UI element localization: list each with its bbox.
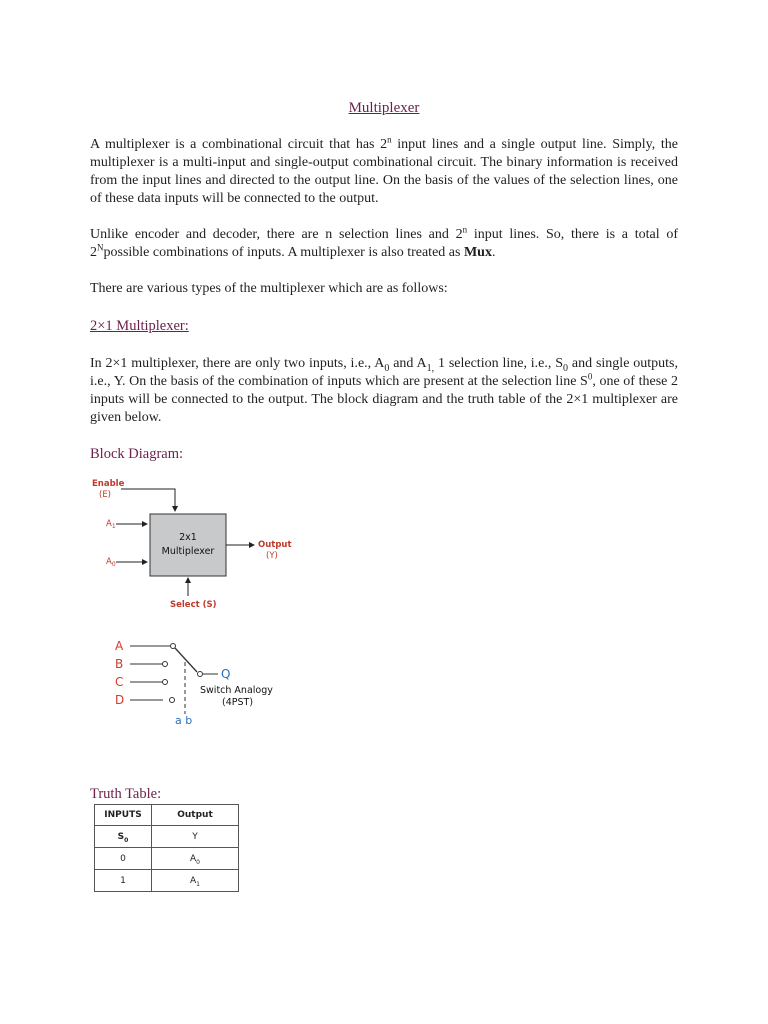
- header-inputs: INPUTS: [95, 805, 152, 826]
- para4-text-2: and A: [389, 356, 427, 371]
- mux-term: Mux: [463, 245, 492, 260]
- truth-table-subheader-row: [95, 826, 239, 848]
- input-a1-label: $A_1$: [106, 519, 116, 530]
- switch-contact-b: [163, 662, 168, 667]
- row-1-y: $A_1$: [152, 870, 239, 892]
- para4-sub-1: 1,: [426, 362, 435, 374]
- para4-text-4: and single outputs, i.e., Y. On the basis of the combination of inputs which are present at the selection line S: [90, 356, 678, 389]
- truth-table-label: Truth Table:: [90, 786, 162, 802]
- select-label: Select (S): [170, 600, 217, 610]
- switch-caption-1: Switch Analogy: [200, 685, 273, 696]
- para4-sub-0: 0: [384, 362, 390, 374]
- switch-select-ab: a b: [175, 714, 193, 727]
- row-0-y: $A_0$: [152, 848, 239, 870]
- para2-sup-2: N: [97, 242, 104, 253]
- para2-text-2: input lines. So, there is a total of 2: [90, 227, 678, 260]
- switch-input-c: C: [115, 675, 124, 689]
- para2-sup-1: n: [462, 224, 468, 235]
- para2-text-1: Unlike encoder and decoder, there are n selection lines and 2: [90, 227, 463, 242]
- enable-label: Enable: [92, 479, 125, 489]
- switch-blade: [175, 648, 197, 672]
- para4-text-1: In 2×1 multiplexer, there are only two inputs, i.e., A: [90, 356, 385, 371]
- types-paragraph: There are various types of the multiplexer which are as follows:: [90, 281, 448, 296]
- table-row: [95, 848, 239, 870]
- truth-table: [94, 804, 239, 892]
- switch-contact-a: [171, 644, 176, 649]
- switch-contact-d: [170, 698, 175, 703]
- output-label: Output: [258, 540, 292, 550]
- intro-sup: n: [387, 134, 392, 145]
- row-0-s: 0: [95, 848, 152, 870]
- table-row: [95, 870, 239, 892]
- page-title: Multiplexer: [348, 100, 420, 116]
- section-heading-2x1: 2×1 Multiplexer:: [90, 318, 189, 334]
- switch-input-d: D: [115, 693, 125, 707]
- para4-sub-2: 0: [563, 362, 569, 374]
- switch-caption-2: (4PST): [222, 697, 254, 708]
- truth-table-header-row: [95, 805, 239, 826]
- row-1-s: 1: [95, 870, 152, 892]
- switch-output-contact: [198, 672, 203, 677]
- mux-box-line1: 2x1: [179, 532, 197, 543]
- input-a0-label: $A_0$: [106, 557, 116, 568]
- switch-analogy-diagram: [115, 639, 273, 727]
- block-diagram-label: Block Diagram:: [90, 446, 184, 462]
- switch-contact-c: [163, 680, 168, 685]
- switch-output-q: Q: [221, 667, 231, 681]
- para2-text-4: .: [491, 245, 496, 260]
- para4-text-5: , one of these 2 inputs will be connected to the output. The block diagram and the truth table of the 2×1 multiplexer are given below.: [90, 374, 678, 425]
- output-sub-label: (Y): [266, 551, 278, 561]
- enable-arrow: [121, 489, 175, 511]
- para4-sup: 0: [587, 371, 593, 382]
- para4-text-3: 1 selection line, i.e., S: [434, 356, 564, 371]
- para2-text-3: possible combinations of inputs. A multiplexer is also treated as: [103, 245, 464, 260]
- mux-box-line2: Multiplexer: [161, 546, 215, 557]
- intro-text-2: input lines and a single output line. Simply, the multiplexer is a multi-input and single-output combinational circuit. The binary information is received from the input lines and directed to the output line. On the basis of the values of the selection lines, one of these data inputs will be connected to the output.: [90, 137, 679, 206]
- intro-text-1: A multiplexer is a combinational circuit that has 2: [90, 137, 388, 152]
- switch-input-b: B: [115, 657, 124, 671]
- mux-box: [150, 514, 226, 576]
- header-output: Output: [152, 805, 239, 826]
- enable-sub-label: (E): [99, 490, 112, 500]
- subheader-s0: $S_0$: [95, 826, 152, 848]
- switch-input-a: A: [115, 639, 124, 653]
- subheader-y: Y: [152, 826, 239, 848]
